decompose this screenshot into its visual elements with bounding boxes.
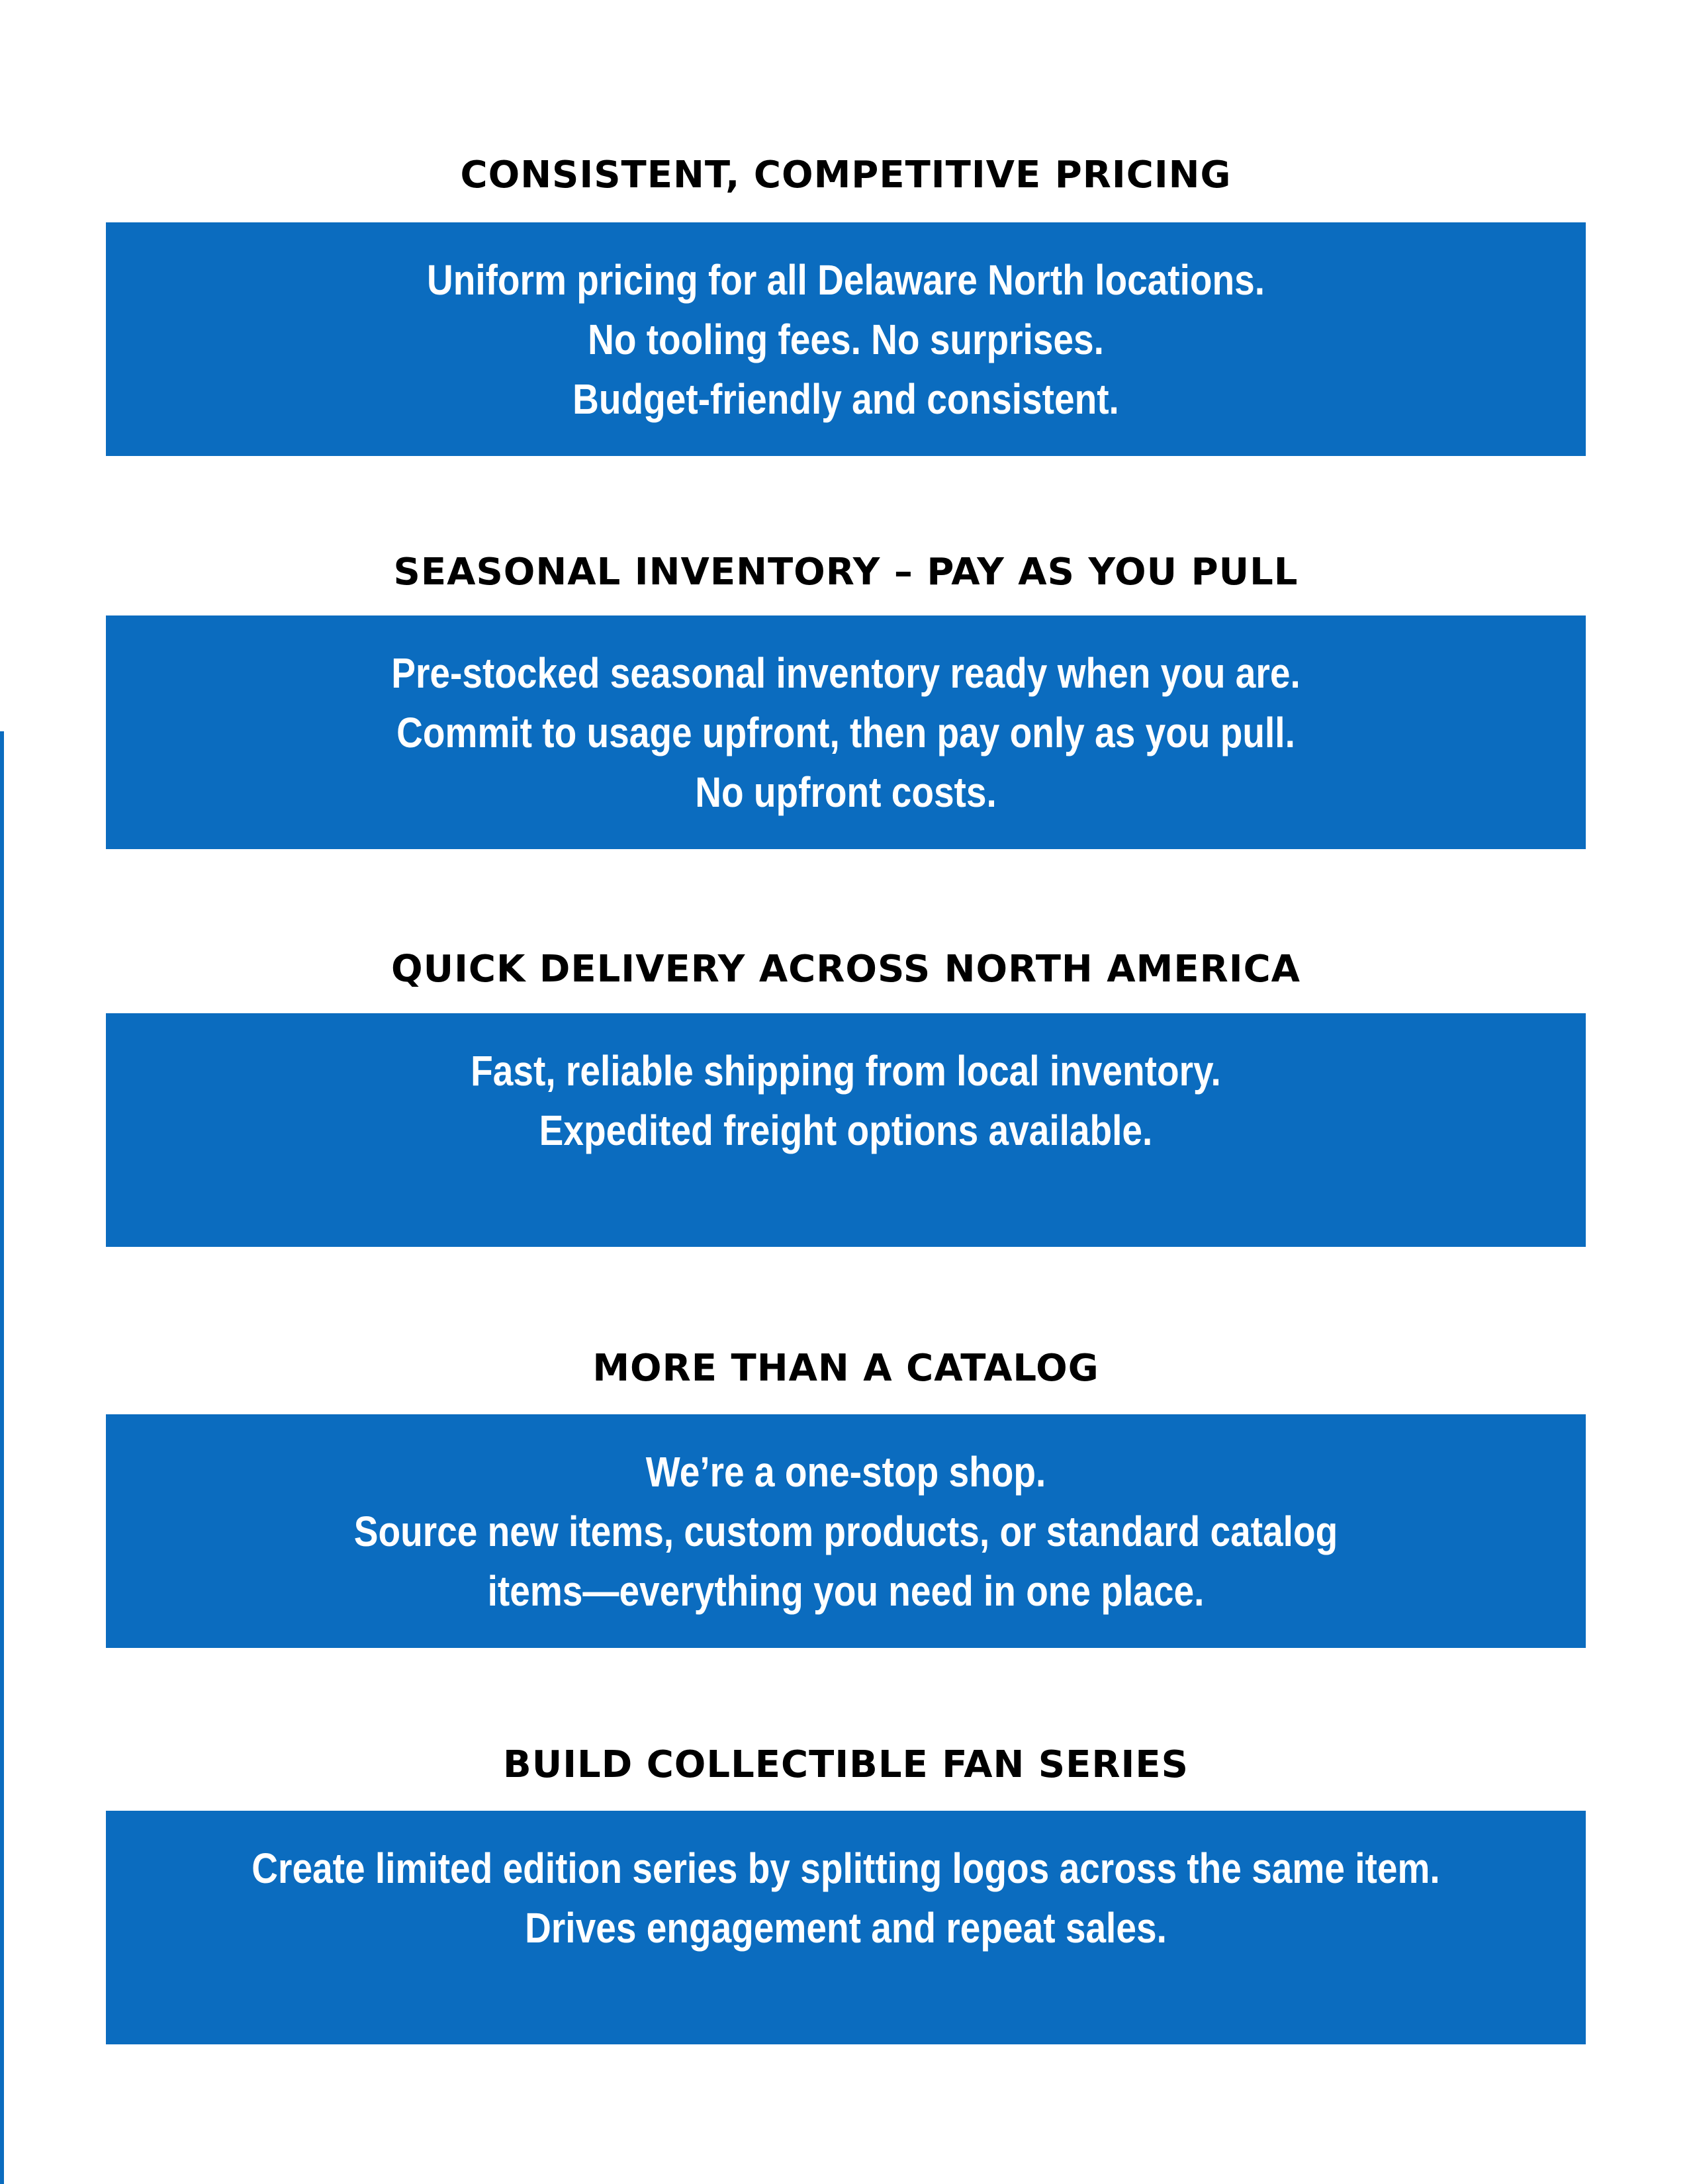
box-text-line: Fast, reliable shipping from local inventory. (471, 1047, 1221, 1095)
box-text-line: items—everything you need in one place. (487, 1567, 1205, 1615)
box-text-line: Commit to usage upfront, then pay only as you pull. (396, 709, 1295, 756)
section-box (106, 1013, 1586, 1247)
box-text-line: Drives engagement and repeat sales. (525, 1904, 1167, 1952)
box-text-line: Create limited edition series by splitting logos across the same item. (251, 1844, 1440, 1892)
section-box (106, 615, 1586, 849)
box-text-line: No tooling fees. No surprises. (588, 316, 1104, 363)
box-text-line: Expedited freight options available. (539, 1107, 1153, 1154)
section-heading: BUILD COLLECTIBLE FAN SERIES (503, 1743, 1189, 1786)
section-box (106, 222, 1586, 456)
left-edge-rule (0, 731, 4, 2184)
box-text-line: Source new items, custom products, or standard catalog (353, 1508, 1338, 1555)
section-heading: SEASONAL INVENTORY – PAY AS YOU PULL (393, 551, 1299, 594)
section-box (106, 1811, 1586, 2044)
box-text-line: Uniform pricing for all Delaware North locations. (426, 256, 1265, 304)
section-heading: CONSISTENT, COMPETITIVE PRICING (460, 154, 1232, 197)
box-text-line: No upfront costs. (695, 768, 997, 816)
section-box (106, 1414, 1586, 1648)
section-heading: QUICK DELIVERY ACROSS NORTH AMERICA (390, 948, 1301, 991)
box-text-line: We’re a one-stop shop. (645, 1448, 1046, 1496)
box-text-line: Budget-friendly and consistent. (572, 375, 1119, 423)
section-heading: MORE THAN A CATALOG (592, 1347, 1099, 1390)
box-text-line: Pre-stocked seasonal inventory ready when you are. (391, 649, 1301, 697)
